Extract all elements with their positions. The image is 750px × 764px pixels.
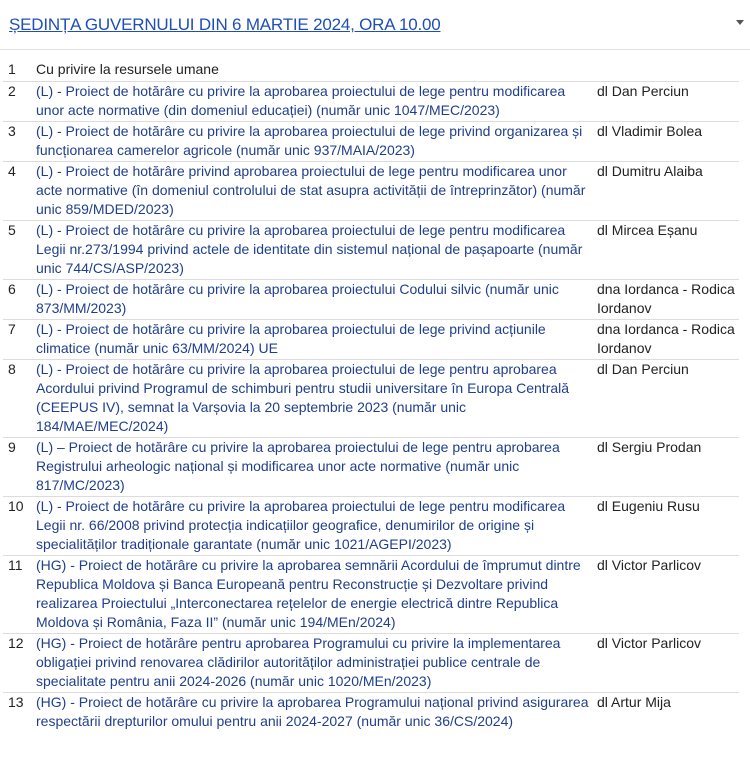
agenda-responsible: dl Victor Parlicov <box>597 634 739 693</box>
agenda-description-link[interactable]: (L) - Proiect de hotărâre cu privire la aprobarea proiectului de lege privind acțiunile climatice (număr unic 63/MM/2024) UE <box>36 320 597 360</box>
agenda-number: 5 <box>3 221 36 280</box>
agenda-responsible: dl Dan Perciun <box>597 82 739 122</box>
agenda-responsible: dna Iordanca - Rodica Iordanov <box>597 280 739 320</box>
agenda-number: 6 <box>3 280 36 320</box>
agenda-responsible: dl Victor Parlicov <box>597 556 739 634</box>
agenda-description-link[interactable]: (HG) - Proiect de hotărâre cu privire la aprobarea Programului național privind asigurarea respectării drepturilor omului pentru anii 2024-2027 (număr unic 36/CS/2024) <box>36 694 589 729</box>
agenda-description-link[interactable]: (L) - Proiect de hotărâre cu privire la aprobarea proiectului de lege pentru aprobarea Acordului privind Programul de schimburi pentru studii universitare în Europa Centrală (CEEPUS IV), semnat la Varșovia la 20 septembrie 2023 (număr unic 184/MAE/MEC/2024) <box>36 360 597 438</box>
agenda-row <box>3 438 739 497</box>
agenda-description-link[interactable]: (L) - Proiect de hotărâre cu privire la aprobarea proiectului de lege privind organizarea și funcționarea camerelor agricole (număr unic 937/MAIA/2023) <box>36 122 597 162</box>
agenda-number: 13 <box>8 694 24 710</box>
agenda-description-link[interactable]: (L) - Proiect de hotărâre privind aprobarea proiectului de lege pentru modificarea unor acte normative (în domeniul controlului de stat asupra activității de întreprinzător) (număr unic 859/MDED/2023) <box>36 162 597 221</box>
agenda-responsible: dl Dumitru Alaiba <box>597 162 739 221</box>
agenda-description-link[interactable]: (HG) - Proiect de hotărâre cu privire la aprobarea semnării Acordului de împrumut dintre Republica Moldova și Banca Europeană pentru Reconstrucție și Dezvoltare privind realizarea Proiectului „Interconectarea rețelelor de energie electrică dintre Republica Moldova și România, Faza II” (număr unic 194/MEn/2024) <box>36 556 597 634</box>
agenda-description: Cu privire la resursele umane <box>36 60 597 82</box>
agenda-number: 3 <box>3 122 36 162</box>
agenda-description-link[interactable]: (L) - Proiect de hotărâre cu privire la aprobarea proiectului Codului silvic (număr unic 873/MM/2023) <box>36 280 597 320</box>
agenda-number: 8 <box>3 360 36 438</box>
session-header[interactable] <box>0 0 750 50</box>
agenda-responsible: dna Iordanca - Rodica Iordanov <box>597 320 739 360</box>
agenda-responsible: dl Eugeniu Rusu <box>597 497 739 556</box>
agenda-number: 7 <box>3 320 36 360</box>
agenda-number: 10 <box>3 497 36 556</box>
agenda-responsible: dl Vladimir Bolea <box>597 122 739 162</box>
session-title-link[interactable]: ȘEDINȚA GUVERNULUI DIN 6 MARTIE 2024, ORA 10.00 <box>9 15 441 34</box>
agenda-table <box>3 60 739 732</box>
agenda-description-link[interactable]: (L) – Proiect de hotărâre cu privire la aprobarea proiectului de lege pentru aprobarea Registrului arheologic național și modificarea unor acte normative (număr unic 817/MC/2023) <box>36 438 597 497</box>
agenda-responsible: dl Mircea Eșanu <box>597 221 739 280</box>
agenda-number: 11 <box>3 556 36 634</box>
agenda-row <box>3 556 739 634</box>
agenda-row <box>3 60 739 82</box>
agenda-description-link[interactable]: (L) - Proiect de hotărâre cu privire la aprobarea proiectului de lege pentru modificarea Legii nr. 66/2008 privind protecția indicațiilor geografice, denumirilor de origine și specialităților tradiționale garantate (număr unic 1021/AGEPI/2023) <box>36 497 597 556</box>
agenda-row <box>3 280 739 320</box>
agenda-responsible <box>597 60 739 82</box>
agenda-responsible: dl Sergiu Prodan <box>597 438 739 497</box>
agenda-row <box>3 634 739 693</box>
agenda-description-link[interactable]: (HG) - Proiect de hotărâre pentru aprobarea Programului cu privire la implementarea obligației privind renovarea clădirilor autorităților administrației publice centrale de specialitate pentru anii 2024-2026 (număr unic 1020/MEn/2023) <box>36 634 597 693</box>
agenda-row <box>3 221 739 280</box>
agenda-number: 2 <box>3 82 36 122</box>
agenda-description-link[interactable]: (L) - Proiect de hotărâre cu privire la aprobarea proiectului de lege pentru modificarea Legii nr.273/1994 privind actele de identitate din sistemul național de pașapoarte (număr unic 744/CS/ASP/2023) <box>36 221 597 280</box>
agenda-row <box>3 497 739 556</box>
agenda-number: 12 <box>3 634 36 693</box>
agenda-row <box>3 82 739 122</box>
agenda-row <box>3 693 739 733</box>
agenda-row <box>3 162 739 221</box>
agenda-number: 1 <box>3 60 36 82</box>
agenda-description-link[interactable]: (L) - Proiect de hotărâre cu privire la aprobarea proiectului de lege pentru modificarea unor acte normative (din domeniul educației) (număr unic 1047/MEC/2023) <box>36 82 597 122</box>
agenda-row <box>3 320 739 360</box>
agenda-responsible: dl Artur Mija <box>597 694 671 710</box>
agenda-number: 9 <box>3 438 36 497</box>
agenda-row <box>3 360 739 438</box>
agenda-number: 4 <box>3 162 36 221</box>
agenda-row <box>3 122 739 162</box>
agenda-responsible: dl Dan Perciun <box>597 360 739 438</box>
caret-down-icon[interactable] <box>734 17 746 27</box>
